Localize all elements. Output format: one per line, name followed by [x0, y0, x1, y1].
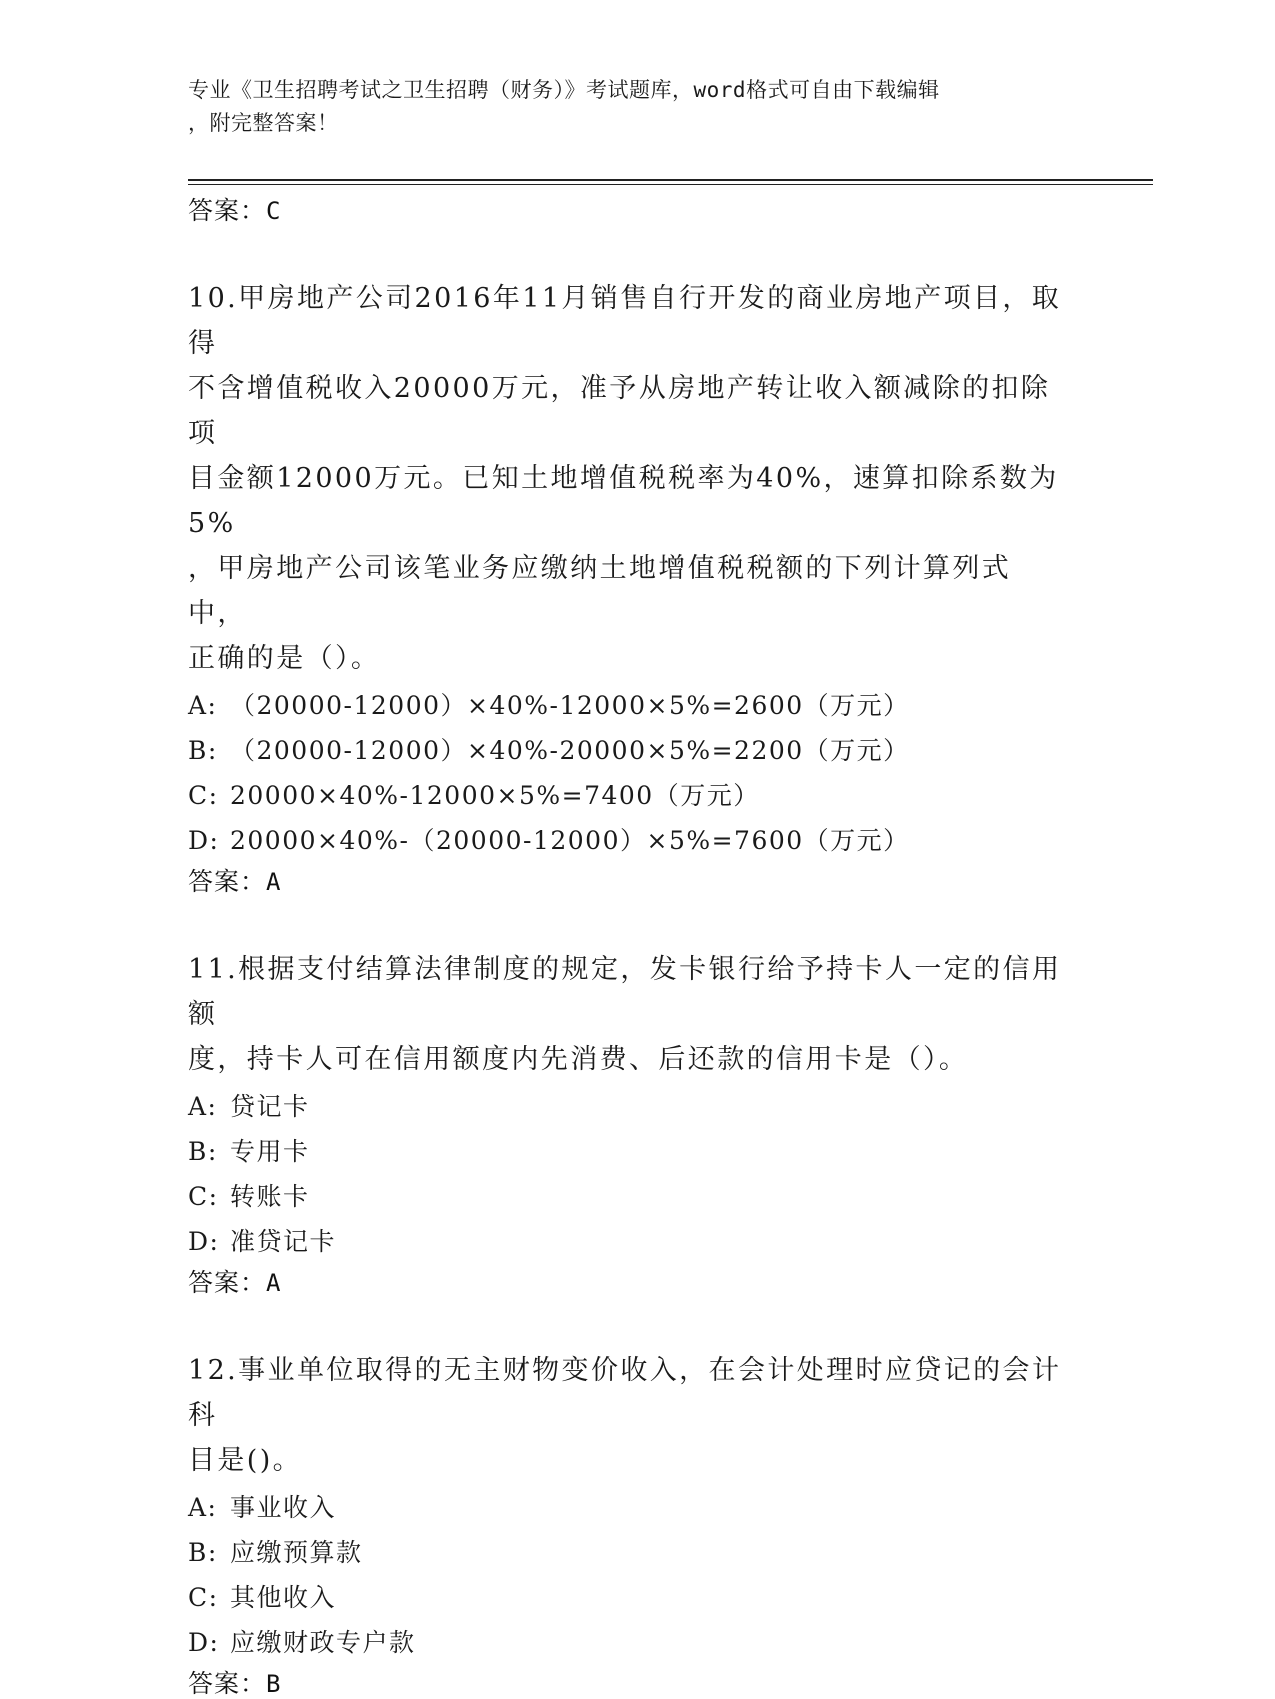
option-d	[188, 818, 1088, 863]
answer-label: 答案：	[188, 196, 267, 225]
answer-line	[188, 196, 1088, 226]
option-d	[188, 1219, 1088, 1264]
question-line: 不含增值税收入20000万元，准予从房地产转让收入额减除的扣除项	[188, 373, 1051, 449]
question-block	[188, 1348, 1088, 1699]
option-text: 20000×40%-（20000-12000）×5%=7600（万元）	[230, 826, 910, 855]
question-line: 11.根据支付结算法律制度的规定，发卡银行给予持卡人一定的信用额	[188, 954, 1062, 1030]
answer-value: A	[266, 1269, 281, 1297]
option-text: （20000-12000）×40%-20000×5%=2200（万元）	[230, 736, 910, 765]
answer-line	[188, 1669, 1088, 1699]
header-divider	[188, 179, 1153, 181]
option-text: 20000×40%-12000×5%=7400（万元）	[230, 781, 760, 810]
option-d	[188, 1620, 1088, 1665]
answer-label: 答案：	[188, 1268, 267, 1297]
option-letter: B:	[188, 1137, 218, 1166]
option-c	[188, 773, 1088, 818]
option-letter: D:	[188, 1227, 220, 1256]
option-a	[188, 683, 1088, 728]
option-letter: B:	[188, 736, 218, 765]
question-text	[188, 1348, 1068, 1483]
option-c	[188, 1174, 1088, 1219]
option-text: 事业收入	[230, 1493, 337, 1522]
option-b	[188, 1530, 1088, 1575]
option-text: 其他收入	[230, 1583, 337, 1612]
question-block	[188, 947, 1088, 1298]
answer-value: C	[266, 197, 281, 225]
option-letter: D:	[188, 826, 220, 855]
option-text: 转账卡	[230, 1182, 310, 1211]
answer-label: 答案：	[188, 1669, 267, 1698]
option-letter: A:	[188, 1493, 218, 1522]
question-line: 10.甲房地产公司2016年11月销售自行开发的商业房地产项目，取得	[188, 283, 1062, 359]
page-header	[188, 74, 1068, 140]
option-letter: C:	[188, 1583, 219, 1612]
question-text	[188, 947, 1068, 1082]
answer-label: 答案：	[188, 867, 267, 896]
option-b	[188, 1129, 1088, 1174]
option-a	[188, 1485, 1088, 1530]
option-letter: B:	[188, 1538, 218, 1567]
answer-value: B	[266, 1670, 281, 1698]
question-block	[188, 276, 1088, 897]
option-text: 准贷记卡	[230, 1227, 337, 1256]
header-line: 专业《卫生招聘考试之卫生招聘（财务）》考试题库，word格式可自由下载编辑	[188, 78, 940, 102]
question-line: ，甲房地产公司该笔业务应缴纳土地增值税税额的下列计算列式中，	[188, 553, 1012, 629]
option-text: 应缴财政专户款	[230, 1628, 416, 1657]
answer-line	[188, 1268, 1088, 1298]
question-text	[188, 276, 1068, 681]
option-text: 专用卡	[230, 1137, 310, 1166]
question-line: 目金额12000万元。已知土地增值税税率为40%，速算扣除系数为5%	[188, 463, 1059, 539]
option-text: 应缴预算款	[230, 1538, 363, 1567]
option-letter: C:	[188, 781, 219, 810]
answer-line	[188, 867, 1088, 897]
option-letter: A:	[188, 1092, 218, 1121]
header-divider	[188, 184, 1153, 185]
document-content	[188, 192, 1088, 1699]
header-line: ，附完整答案！	[188, 111, 339, 135]
question-line: 12.事业单位取得的无主财物变价收入，在会计处理时应贷记的会计科	[188, 1355, 1062, 1431]
option-b	[188, 728, 1088, 773]
option-letter: C:	[188, 1182, 219, 1211]
option-letter: D:	[188, 1628, 220, 1657]
question-line: 目是()。	[188, 1445, 303, 1476]
option-text: 贷记卡	[230, 1092, 310, 1121]
question-line: 正确的是（）。	[188, 643, 381, 674]
option-a	[188, 1084, 1088, 1129]
option-c	[188, 1575, 1088, 1620]
option-text: （20000-12000）×40%-12000×5%=2600（万元）	[230, 691, 910, 720]
question-line: 度，持卡人可在信用额度内先消费、后还款的信用卡是（）。	[188, 1044, 969, 1075]
option-letter: A:	[188, 691, 218, 720]
answer-value: A	[266, 868, 281, 896]
